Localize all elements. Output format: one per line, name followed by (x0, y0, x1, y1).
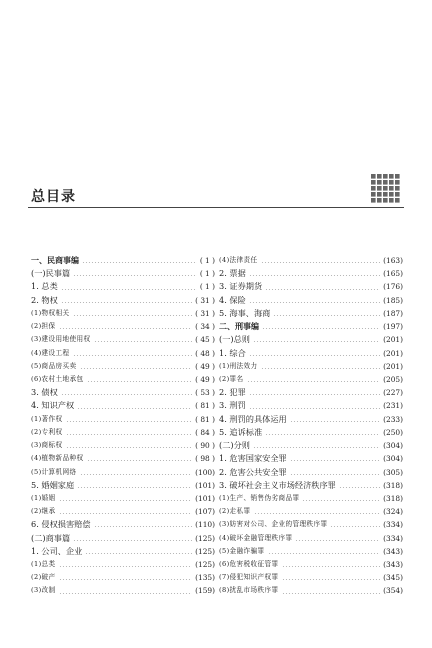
toc-entry[interactable] (31, 584, 215, 597)
toc-entry-label: (1)总类 (31, 560, 56, 569)
dot-leader (59, 500, 193, 501)
toc-entry-label: 1. 公司、企业 (31, 545, 83, 556)
dot-leader (290, 474, 380, 475)
toc-entry-page: (201) (383, 348, 403, 358)
toc-entry[interactable] (219, 466, 403, 479)
dot-leader (262, 328, 380, 329)
toc-entry[interactable] (219, 518, 403, 531)
toc-entry-label: (1)著作权 (31, 414, 63, 423)
toc-entry-label: 2. 犯罪 (219, 387, 246, 398)
dot-leader (85, 553, 192, 554)
toc-entry[interactable] (219, 426, 403, 439)
toc-entry-page: (305) (383, 467, 403, 477)
toc-entry-page: (304) (383, 441, 403, 451)
toc-entry[interactable] (31, 254, 215, 267)
grid-square (389, 180, 394, 185)
toc-entry[interactable] (219, 386, 403, 399)
page-title: 总目录 (31, 189, 76, 205)
dot-leader (282, 566, 381, 567)
dot-leader (73, 355, 193, 356)
toc-entry[interactable] (219, 532, 403, 545)
toc-entry-page: ( 53 ) (195, 388, 215, 398)
toc-entry-page: (125) (195, 560, 215, 570)
dot-leader (290, 421, 380, 422)
dot-leader (282, 579, 381, 580)
grid-square (371, 174, 376, 179)
toc-entry[interactable] (31, 571, 215, 584)
toc-entry-label: (4)植物新品种权 (31, 454, 84, 463)
toc-entry-page: (125) (195, 533, 215, 543)
dot-leader (59, 328, 193, 329)
toc-entry-page: (110) (195, 520, 215, 530)
toc-entry-label: 3. 破坏社会主义市场经济秩序罪 (219, 479, 336, 490)
toc-entry-label: 6. 侵权损害赔偿 (31, 519, 91, 530)
dot-leader (290, 460, 380, 461)
grid-square (395, 174, 400, 179)
dot-leader (87, 460, 193, 461)
dot-leader (94, 341, 193, 342)
toc-entry[interactable] (31, 386, 215, 399)
toc-entry-label: 2. 危害公共安全罪 (219, 466, 287, 477)
toc-entry-page: (227) (383, 388, 403, 398)
toc-entry[interactable] (31, 399, 215, 412)
toc-entry[interactable] (31, 413, 215, 426)
toc-entry[interactable] (31, 466, 215, 479)
dot-leader (330, 526, 380, 527)
dot-leader (268, 553, 381, 554)
toc-entry-page: (345) (383, 573, 403, 583)
dot-leader (253, 341, 380, 342)
toc-entry-label: (6)农村土地承包 (31, 374, 84, 383)
toc-entry[interactable] (219, 479, 403, 492)
toc-entry-label: (3)商标权 (31, 441, 63, 450)
toc-entry[interactable] (219, 347, 403, 360)
toc-entry-page: (101) (195, 493, 215, 503)
toc-entry[interactable] (31, 532, 215, 545)
toc-entry-page: (324) (383, 507, 403, 517)
dot-leader (66, 434, 193, 435)
toc-entry-label: (5)金融诈骗罪 (219, 546, 265, 555)
toc-entry-label: 一、民商事编 (31, 256, 79, 265)
grid-square (389, 186, 394, 191)
grid-square (383, 186, 388, 191)
dot-leader (66, 447, 193, 448)
toc-entry-label: (二)分则 (219, 440, 250, 451)
dot-leader (73, 275, 197, 276)
toc-entry-label: 1. 综合 (219, 347, 246, 358)
dot-leader (265, 289, 380, 290)
toc-entry-label: (1)刑法效力 (219, 361, 258, 370)
toc-entry-page: ( 31 ) (195, 295, 215, 305)
toc-entry-page: ( 1 ) (199, 256, 215, 265)
grid-square (377, 192, 382, 197)
toc-entry[interactable] (31, 280, 215, 293)
toc-entry-label: (2)走私罪 (219, 507, 251, 516)
toc-entry-page: (101) (195, 480, 215, 490)
toc-entry[interactable] (219, 452, 403, 465)
toc-entry-label: 5. 追诉标准 (219, 426, 263, 437)
dot-leader (249, 355, 380, 356)
toc-entry-label: 2. 票据 (219, 268, 246, 279)
grid-square (395, 186, 400, 191)
toc-entry[interactable] (31, 505, 215, 518)
toc-entry[interactable] (219, 399, 403, 412)
dot-leader (339, 487, 380, 488)
toc-entry[interactable] (219, 254, 403, 267)
toc-entry-label: 3. 债权 (31, 387, 58, 398)
dot-leader (273, 315, 380, 316)
toc-entry-label: 二、刑事编 (219, 322, 259, 332)
toc-entry[interactable] (31, 320, 215, 333)
toc-entry-label: (2)罪名 (219, 374, 244, 383)
dot-leader (249, 408, 380, 409)
toc-entry-label: 4. 保险 (219, 294, 246, 305)
dot-leader (253, 447, 380, 448)
dot-leader (261, 368, 381, 369)
toc-entry[interactable] (31, 267, 215, 280)
dot-leader (82, 262, 197, 263)
toc-entry-label: 4. 知识产权 (31, 400, 75, 411)
dot-leader (80, 368, 193, 369)
toc-entry[interactable] (219, 280, 403, 293)
dot-leader (249, 275, 380, 276)
dot-leader (61, 302, 192, 303)
toc-entry[interactable] (31, 360, 215, 373)
toc-entry[interactable] (219, 333, 403, 346)
toc-entry[interactable] (31, 558, 215, 571)
toc-entry-label: (7)侵犯知识产权罪 (219, 573, 279, 582)
toc-entry-page: (304) (383, 454, 403, 464)
toc-entry[interactable] (31, 347, 215, 360)
toc-entry-page: (318) (383, 493, 403, 503)
toc-entry[interactable] (219, 584, 403, 597)
toc-entry-page: (125) (195, 546, 215, 556)
toc-entry-page: (343) (383, 546, 403, 556)
toc-entry[interactable] (31, 479, 215, 492)
toc-entry-page: ( 45 ) (195, 335, 215, 345)
grid-square (383, 174, 388, 179)
toc-entry-label: (一)总则 (219, 334, 250, 345)
toc-entry-label: (3)妨害对公司、企业的管理秩序罪 (219, 520, 328, 529)
dot-leader (247, 381, 381, 382)
toc-entry-page: (318) (383, 480, 403, 490)
toc-entry-page: (250) (383, 427, 403, 437)
toc-entry[interactable] (31, 373, 215, 386)
grid-square (371, 180, 376, 185)
toc-entry[interactable] (219, 505, 403, 518)
toc-entry[interactable] (31, 439, 215, 452)
toc-entry-label: (2)专利权 (31, 427, 63, 436)
toc-entry[interactable] (219, 307, 403, 320)
dot-leader (87, 381, 193, 382)
grid-pattern-icon (371, 174, 400, 203)
toc-entry-page: (165) (383, 269, 403, 279)
toc-entry-page: (354) (383, 586, 403, 596)
dot-leader (249, 302, 380, 303)
toc-entry[interactable] (219, 545, 403, 558)
grid-square (371, 192, 376, 197)
toc-entry-label: (3)改制 (31, 586, 56, 595)
toc-entry-label: (5)计算机网络 (31, 467, 77, 476)
toc-entry[interactable] (219, 360, 403, 373)
toc-entry-page: ( 81 ) (195, 414, 215, 424)
toc-entry-label: (一)民事篇 (31, 268, 71, 279)
toc-entry-label: (5)商品房买卖 (31, 361, 77, 370)
grid-square (383, 198, 388, 203)
toc-entry-label: 1. 总类 (31, 281, 58, 292)
toc-entry-label: (4)建设工程 (31, 348, 70, 357)
dot-leader (59, 593, 193, 594)
grid-square (377, 198, 382, 203)
toc-entry[interactable] (219, 439, 403, 452)
toc-entry-label: 5. 海事、海商 (219, 307, 271, 318)
toc-entry[interactable] (31, 492, 215, 505)
toc-entry-page: (334) (383, 520, 403, 530)
dot-leader (265, 434, 380, 435)
toc-entry-page: (185) (383, 295, 403, 305)
dot-leader (80, 474, 193, 475)
toc-entry-page: (176) (383, 282, 403, 292)
dot-leader (282, 593, 381, 594)
toc-entry-label: (8)扰乱市场秩序罪 (219, 586, 279, 595)
grid-square (377, 186, 382, 191)
toc-entry-page: (107) (195, 507, 215, 517)
toc-entry[interactable] (31, 426, 215, 439)
toc-entry[interactable] (31, 452, 215, 465)
toc-entry-page: (233) (383, 414, 403, 424)
dot-leader (94, 526, 193, 527)
toc-entry[interactable] (219, 492, 403, 505)
toc-entry-page: ( 81 ) (195, 401, 215, 411)
toc-entry-page: ( 49 ) (195, 374, 215, 384)
dot-leader (59, 566, 193, 567)
toc-entry-label: 4. 刑罚的具体运用 (219, 413, 287, 424)
toc-entry-page: ( 48 ) (195, 348, 215, 358)
dot-leader (66, 421, 193, 422)
toc-entry[interactable] (219, 413, 403, 426)
title-rule (28, 207, 404, 208)
toc-entry-page: (197) (383, 322, 403, 332)
toc-entry-page: (187) (383, 308, 403, 318)
toc-entry[interactable] (31, 518, 215, 531)
toc-entry[interactable] (31, 294, 215, 307)
dot-leader (59, 579, 193, 580)
dot-leader (302, 500, 380, 501)
toc-entry-page: ( 31 ) (195, 308, 215, 318)
toc-entry-page: ( 84 ) (195, 427, 215, 437)
toc-entry-label: 5. 婚姻家庭 (31, 479, 75, 490)
grid-square (371, 198, 376, 203)
toc-entry-label: (3)建设用地使用权 (31, 335, 91, 344)
dot-leader (254, 513, 381, 514)
toc-entry-page: ( 1 ) (199, 269, 215, 279)
toc-entry-page: ( 98 ) (195, 454, 215, 464)
dot-leader (77, 408, 192, 409)
grid-square (389, 198, 394, 203)
toc-entry-page: (231) (383, 401, 403, 411)
dot-leader (73, 315, 193, 316)
toc-entry-label: (4)破坏金融管理秩序罪 (219, 533, 293, 542)
toc-entry[interactable] (219, 294, 403, 307)
toc-entry-label: 3. 刑罚 (219, 400, 246, 411)
toc-entry-page: (205) (383, 374, 403, 384)
dot-leader (59, 513, 193, 514)
toc-entry-label: 3. 证券期货 (219, 281, 263, 292)
toc-entry-page: (100) (195, 467, 215, 477)
toc-entry-page: ( 1 ) (199, 282, 215, 292)
grid-square (395, 192, 400, 197)
toc-entry-label: (2)继承 (31, 507, 56, 516)
dot-leader (77, 487, 192, 488)
dot-leader (295, 540, 380, 541)
grid-square (395, 198, 400, 203)
toc-entry-label: 2. 物权 (31, 294, 58, 305)
dot-leader (261, 262, 381, 263)
toc-entry[interactable] (219, 571, 403, 584)
toc-entry[interactable] (219, 373, 403, 386)
toc-entry-label: (二)商事篇 (31, 532, 71, 543)
toc-entry[interactable] (31, 307, 215, 320)
toc-entry-page: (163) (383, 256, 403, 265)
toc-entry-page: (159) (195, 586, 215, 596)
toc-entry-label: (1)生产、销售伪劣商品罪 (219, 493, 300, 502)
toc-entry-label: (2)破产 (31, 573, 56, 582)
dot-leader (73, 540, 192, 541)
grid-square (389, 192, 394, 197)
toc-entry-page: (135) (195, 573, 215, 583)
dot-leader (249, 394, 380, 395)
grid-square (371, 186, 376, 191)
toc-entry[interactable] (219, 320, 403, 333)
toc-entry-page: (201) (383, 361, 403, 371)
toc-left-column (31, 254, 215, 598)
toc-entry[interactable] (219, 267, 403, 280)
toc-entry-label: (6)危害税收征管罪 (219, 560, 279, 569)
toc-entry-label: (1)物权相关 (31, 308, 70, 317)
grid-square (377, 180, 382, 185)
toc-entry-label: (1)婚姻 (31, 493, 56, 502)
toc-entry-label: (2)担保 (31, 322, 56, 331)
toc-entry[interactable] (31, 333, 215, 346)
dot-leader (61, 394, 192, 395)
toc-right-column (219, 254, 403, 598)
toc-entry-page: ( 90 ) (195, 441, 215, 451)
toc-entry-page: (201) (383, 335, 403, 345)
toc-entry-label: (4)法律责任 (219, 256, 258, 264)
dot-leader (61, 289, 197, 290)
toc-entry-label: 1. 危害国家安全罪 (219, 453, 287, 464)
toc-entry-page: (343) (383, 560, 403, 570)
toc-entry[interactable] (31, 545, 215, 558)
grid-square (389, 174, 394, 179)
grid-square (383, 180, 388, 185)
grid-square (383, 192, 388, 197)
grid-square (395, 180, 400, 185)
toc-entry-page: ( 34 ) (195, 322, 215, 332)
grid-square (377, 174, 382, 179)
toc-entry[interactable] (219, 558, 403, 571)
toc-entry-page: (334) (383, 533, 403, 543)
toc-entry-page: ( 49 ) (195, 361, 215, 371)
